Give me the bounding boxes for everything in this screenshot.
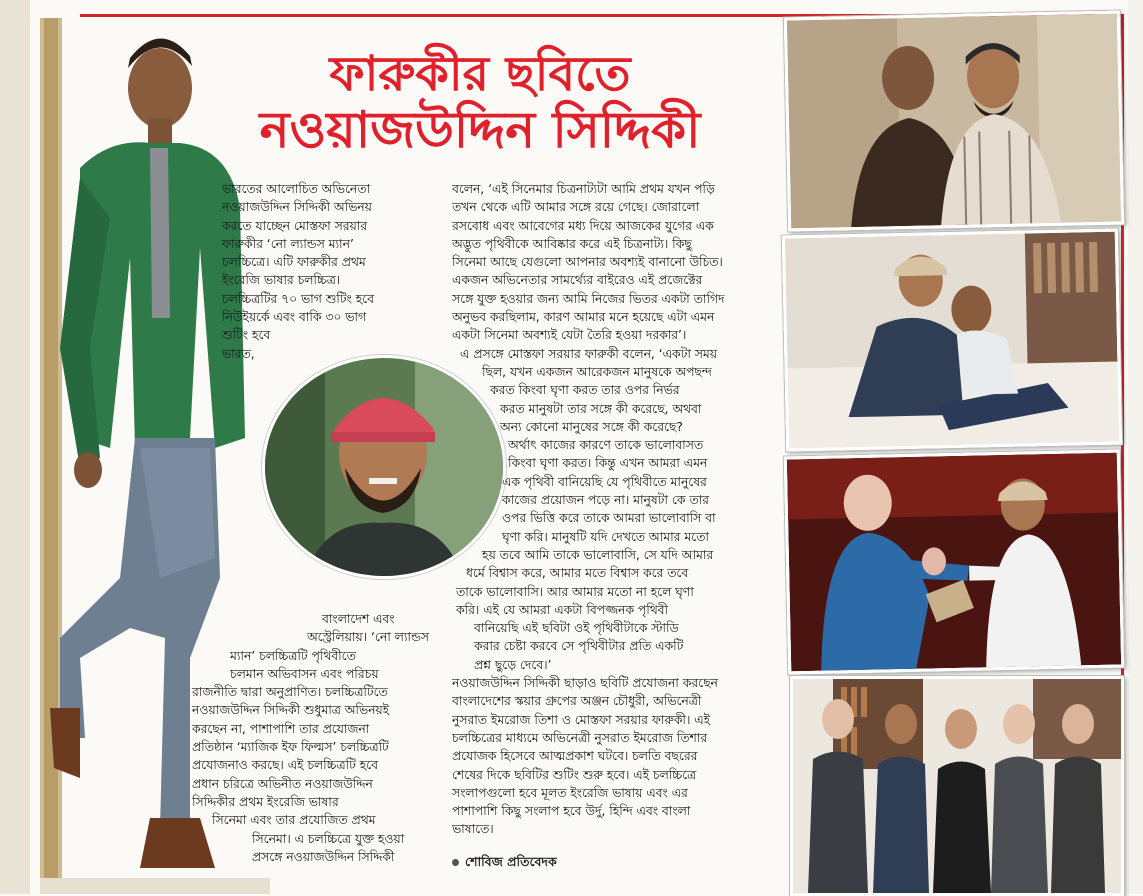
text-line: সংলাপগুলো হবে মূলত ইংরেজি ভাষায় এবং এর (452, 785, 688, 800)
text-line: বানিয়েছি এই ছবিটা ওই পৃথিবীটাকে স্টাডি (474, 621, 679, 636)
text-line: ভাষাতে। (452, 822, 494, 837)
text-line: শেষের দিকে ছবিটির শুটিং শুরু হবে। এই চলচ্চিত্রে (452, 767, 697, 782)
photo-two-men (784, 11, 1124, 232)
photo-couch (782, 229, 1122, 452)
text-line: করি। এই যে আমরা একটা বিপজ্জনক পৃথিবী (456, 602, 669, 617)
article-headline (200, 48, 760, 158)
text-line: পাশাপাশি কিছু সংলাপ হবে উর্দু, হিন্দি এবং বাংলা (452, 804, 691, 819)
text-line: চলমান অভিবাসন এবং পরিচয় (230, 666, 379, 681)
text-line: প্রশ্ন ছুড়ে দেবে।’ (474, 657, 552, 672)
text-line: নুসরাত ইমরোজ তিশা ও মোস্তফা সরয়ার ফারুকী। এই (452, 712, 711, 727)
text-line: বাংলাদেশের স্কয়ার গ্রুপের অঞ্জন চৌধুরী, অভিনেত্রী (452, 694, 702, 709)
text-line: একজন অভিনেতার সামর্থ্যের বাইরেও এই প্রজেক্টের (452, 273, 703, 288)
text-line: করত মানুষটা তার সঙ্গে কী করেছে, অথবা (500, 401, 702, 416)
text-line: ভারতের আলোচিত অভিনেতা (222, 182, 371, 196)
text-line: চলচ্চিত্রের মাধ্যমে অভিনেত্রী নুসরাত ইমরোজ তিশার (452, 730, 708, 745)
text-line: তাকে ভালোবাসি। আর আমার মতো না হলে ঘৃণা (456, 584, 694, 599)
text-line: ওপর ভিত্তি করে তাকে আমরা ভালোবাসি বা (502, 511, 716, 526)
text-line: বলেন, ‘এই সিনেমার চিত্রনাট্যটা আমি প্রথম যখন পড়ি (452, 182, 715, 196)
text-line: সিনেমা আছে যেগুলো আপনার অবশ্যই বানানো উচিত। (452, 255, 723, 270)
text-line: ছিল, যখন একজন আরেকজন মানুষকে অপছন্দ (482, 364, 712, 379)
bullet-icon (452, 859, 459, 866)
byline (452, 854, 557, 874)
text-line: একটা সিনেমা অবশ্যই যেটা তৈরি হওয়া দরকার’। (452, 328, 687, 343)
text-line: করতে যাচ্ছেন মোস্তফা সরয়ার (222, 218, 368, 233)
text-line: নওয়াজউদ্দিন সিদ্দিকী অভিনয় (222, 200, 372, 215)
text-line: সিনেমা এবং তার প্রযোজিত প্রথম (212, 813, 376, 828)
article-column-2 (452, 180, 782, 839)
text-line: কিংবা ঘৃণা করত। কিন্তু এখন আমরা এমন (508, 456, 708, 471)
text-line: প্রযোজক হিসেবে আত্মপ্রকাশ ঘটবে। চলতি বছরের (452, 749, 698, 764)
photo-award-handshake (784, 450, 1124, 675)
headline-line-2: নওয়াজউদ্দিন সিদ্দিকী (259, 100, 701, 159)
text-line: শুটিং হবে (222, 328, 271, 343)
text-line: ফারুকীর ‘নো ল্যান্ডস ম্যান’ (222, 236, 354, 251)
text-line: এক পৃথিবী বানিয়েছি যে পৃথিবীতে মানুষের (502, 474, 707, 489)
text-line: অর্থাৎ কাজের কারণে তাকে ভালোবাসত (508, 438, 704, 453)
text-line: প্রধান চরিত্রে অভিনীত নওয়াজউদ্দিন (192, 776, 373, 791)
text-line: রাজনীতি দ্বারা অনুপ্রাণিত। চলচ্চিত্রটিতে (192, 685, 388, 700)
text-line: ভারত, (222, 346, 255, 361)
byline-text: শোবিজ প্রতিবেদক (465, 854, 557, 869)
text-line: হয় তবে আমি তাকে ভালোবাসি, সে যদি আমার (482, 547, 714, 562)
text-line: অস্ট্রেলিয়ায়। ‘নো ল্যান্ডস (307, 630, 429, 645)
text-line: এ প্রসঙ্গে মোস্তফা সরয়ার ফারুকী বলেন, ‘একটা সময় (460, 346, 717, 361)
adjacent-page-edge (1128, 0, 1143, 894)
text-line: করার চেষ্টা করবে সে পৃথিবীটার প্রতি একটি (474, 639, 684, 654)
text-line: বাংলাদেশ এবং (322, 612, 395, 626)
text-line: করত কিংবা ঘৃণা করত তার ওপর নির্ভর (490, 383, 680, 398)
text-line: ধর্মে বিশ্বাস করে, আমার মতে বিশ্বাস করে তবে (466, 566, 689, 581)
text-line: প্রসঙ্গে নওয়াজউদ্দিন সিদ্দিকী (252, 849, 395, 864)
text-line: সিদ্দিকীর প্রথম ইংরেজি ভাষার (192, 794, 339, 809)
text-line: ম্যান’ চলচ্চিত্রটি পৃথিবীতে (230, 648, 356, 663)
text-line: ইংরেজি ভাষার চলচ্চিত্র। (222, 273, 341, 288)
text-line: সিনেমা। এ চলচ্চিত্রে যুক্ত হওয়া (252, 831, 405, 846)
text-line: প্রযোজনাও করছে। এই চলচ্চিত্রটি হবে (192, 758, 378, 773)
text-line: চলচ্চিত্রে। এটি ফারুকীর প্রথম (222, 255, 366, 270)
article-column-1-bottom (192, 610, 448, 866)
photo-group (790, 676, 1124, 896)
text-line: করছেন না, পাশাপাশি তার প্রযোজনা (192, 721, 370, 736)
headline-line-1: ফারুকীর ছবিতে (329, 46, 631, 102)
text-line: অদ্ভুত পৃথিবীকে আবিষ্কার করে এই চিত্রনাট্য। কিছু (452, 236, 692, 251)
text-line: নিউইয়র্কে এবং বাকি ৩০ ভাগ (222, 310, 367, 325)
text-line: সঙ্গে যুক্ত হওয়ার জন্য আমি নিজের ভিতর একটা তাগিদ (452, 291, 725, 306)
text-line: রসবোধ এবং আবেগের মধ্য দিয়ে আজকের যুগের এক (452, 218, 714, 233)
text-line: প্রতিষ্ঠান ‘ম্যাজিক ইফ ফিল্মস’ চলচ্চিত্রটি (192, 740, 389, 755)
page-gutter (0, 0, 30, 894)
text-line: নওয়াজউদ্দিন সিদ্দিকী শুধুমাত্র অভিনয়ই (192, 703, 390, 718)
text-line: অন্য কোনো মানুষের সঙ্গে কী করেছে? (500, 419, 683, 434)
text-line: ঘৃণা করি। মানুষটি যদি দেখতে আমার মতো (502, 529, 709, 544)
text-line: চলচ্চিত্রটির ৭০ ভাগ শুটিং হবে (222, 291, 374, 306)
text-line: তখন থেকে এটি আমার সঙ্গে রয়ে গেছে। জোরালো (452, 200, 700, 215)
text-line: কাজের প্রয়োজন পড়ে না। মানুষটা কে তার (502, 493, 709, 508)
text-line: নওয়াজউদ্দিন সিদ্দিকী ছাড়াও ছবিটি প্রযোজনা করছেন (452, 676, 718, 691)
text-line: অনুভব করছিলাম, কারণ আমার মনে হয়েছে এটা এমন (452, 310, 715, 325)
article-column-1-top (222, 180, 448, 363)
